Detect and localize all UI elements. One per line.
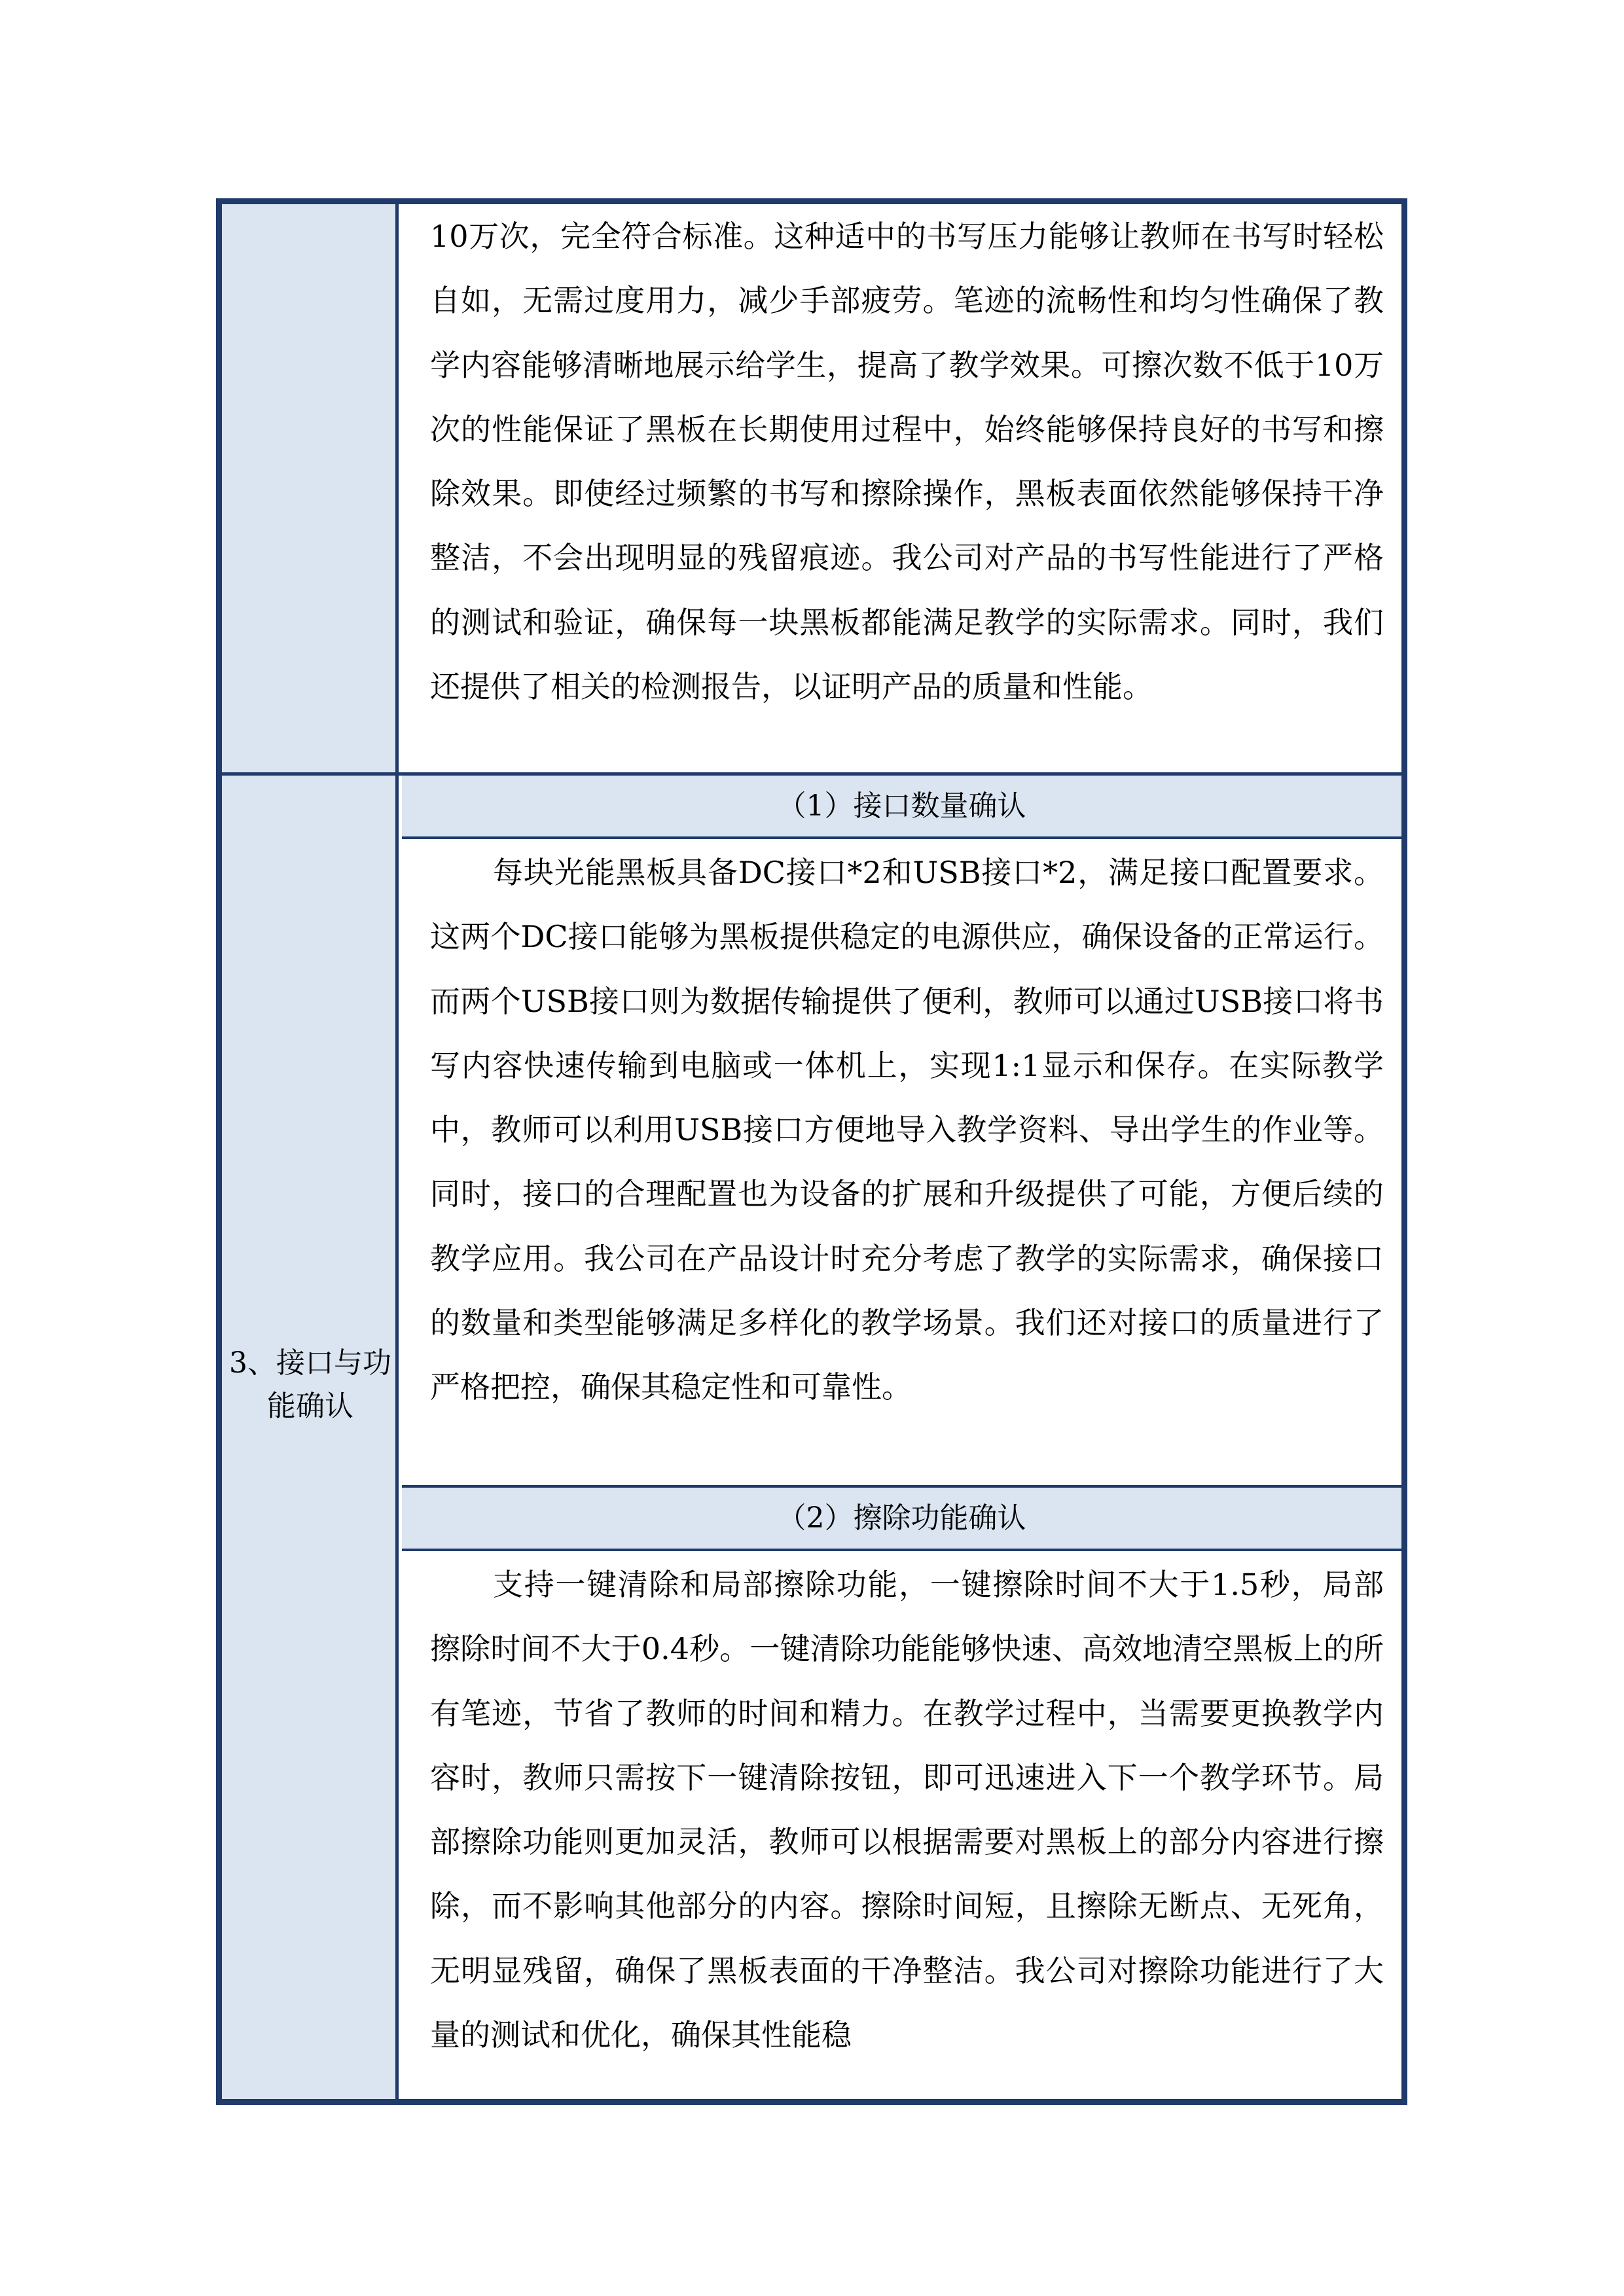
- label-column: [222, 204, 399, 2099]
- spec-table: [216, 198, 1407, 2105]
- section-label: 3、接口与功能确认: [229, 1346, 391, 1423]
- erase-function-paragraph: 支持一键清除和局部擦除功能，一键擦除时间不大于1.5秒，局部擦除时间不大于0.4秒。一键清除功能能够快速、高效地清空黑板上的所有笔迹，节省了教师的时间和精力。在教学过程中，当需要更换教学内容时，教师只需按下一键清除按钮，即可迅速进入下一个教学环节。局部擦除功能则更加灵活，教师可以根据需要对黑板上的部分内容进行擦除，而不影响其他部分的内容。擦除时间短，且擦除无断点、无死角，无明显残留，确保了黑板表面的干净整洁。我公司对擦除功能进行了大量的测试和优化，确保其性能稳: [430, 1567, 1384, 2053]
- sub-header-erase-function: （2）擦除功能确认: [402, 1488, 1401, 1549]
- interface-count-paragraph: 每块光能黑板具备DC接口*2和USB接口*2，满足接口配置要求。这两个DC接口能够为黑板提供稳定的电源供应，确保设备的正常运行。而两个USB接口则为数据传输提供了便利，教师可以通过USB接口将书写内容快速传输到电脑或一体机上，实现1:1显示和保存。在实际教学中，教师可以利用USB接口方便地导入教学资料、导出学生的作业等。同时，接口的合理配置也为设备的扩展和升级提供了可能，方便后续的教学应用。我公司在产品设计时充分考虑了教学的实际需求，确保接口的数量和类型能够满足多样化的教学场景。我们还对接口的质量进行了严格把控，确保其稳定性和可靠性。: [430, 855, 1384, 1405]
- sub-header-divider: [402, 836, 1401, 839]
- continued-paragraph: 10万次，完全符合标准。这种适中的书写压力能够让教师在书写时轻松自如，无需过度用力，减少手部疲劳。笔迹的流畅性和均匀性确保了教学内容能够清晰地展示给学生，提高了教学效果。可擦次数不低于10万次的性能保证了黑板在长期使用过程中，始终能够保持良好的书写和擦除效果。即使经过频繁的书写和擦除操作，黑板表面依然能够保持干净整洁，不会出现明显的残留痕迹。我公司对产品的书写性能进行了严格的测试和验证，确保每一块黑板都能满足教学的实际需求。同时，我们还提供了相关的检测报告，以证明产品的质量和性能。: [430, 219, 1384, 705]
- sub-header-interface-count: （1）接口数量确认: [402, 776, 1401, 836]
- sub-header-divider: [402, 1549, 1401, 1551]
